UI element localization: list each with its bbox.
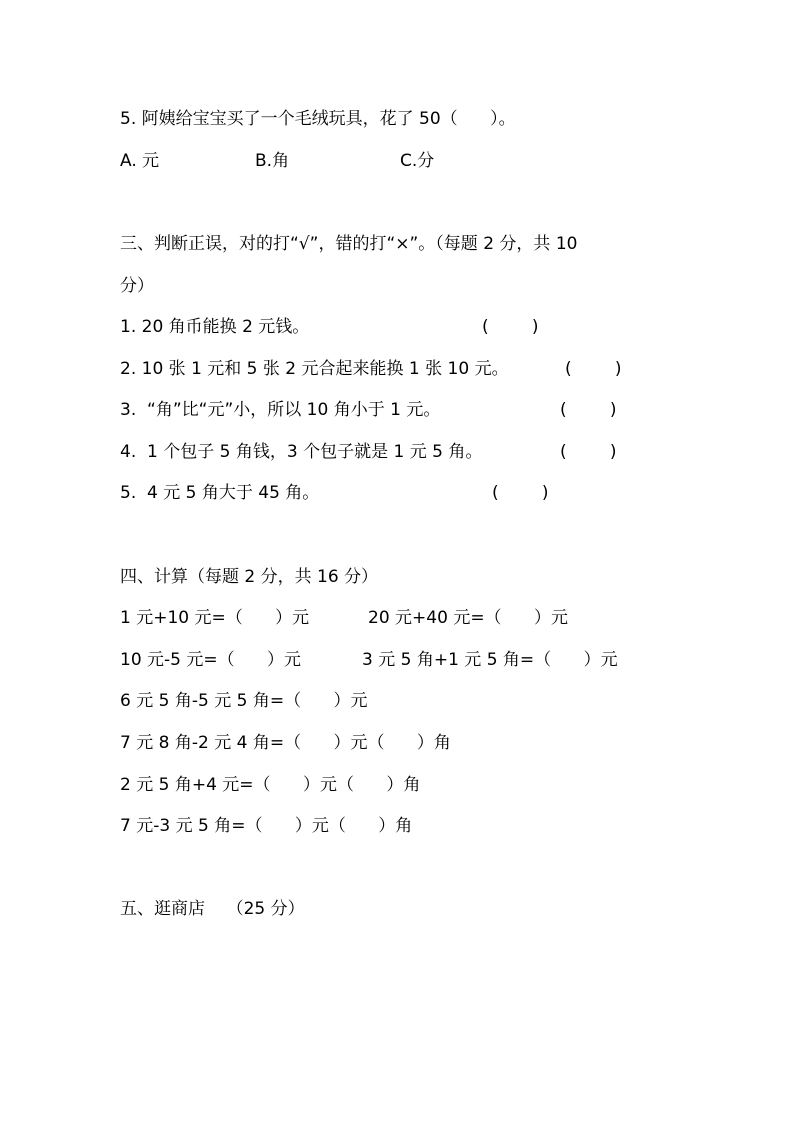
judgement-text-3: 3. “角”比“元”小，所以 10 角小于 1 元。 xyxy=(120,400,441,420)
judgement-blank-1: ( ) xyxy=(482,317,539,337)
option-a: A. 元 xyxy=(120,151,160,171)
judgement-blank-4: ( ) xyxy=(560,442,617,462)
calc-1-left: 1 元+10 元=（ ）元 xyxy=(120,608,310,628)
option-b: B.角 xyxy=(255,151,290,171)
calc-1-right: 20 元+40 元=（ ）元 xyxy=(368,608,568,628)
calc-row-3: 6 元 5 角-5 元 5 角=（ ）元 xyxy=(120,691,368,711)
section-five-heading: 五、逛商店 （25 分） xyxy=(120,899,305,919)
judgement-blank-3: ( ) xyxy=(560,400,617,420)
section-three-heading-line2: 分） xyxy=(120,276,154,296)
judgement-text-2: 2. 10 张 1 元和 5 张 2 元合起来能换 1 张 10 元。 xyxy=(120,359,509,379)
question-5-text: 5. 阿姨给宝宝买了一个毛绒玩具，花了 50（ ）。 xyxy=(120,109,516,129)
calc-2-left: 10 元-5 元=（ ）元 xyxy=(120,650,302,670)
judgement-blank-2: ( ) xyxy=(565,359,622,379)
option-c: C.分 xyxy=(400,151,435,171)
judgement-blank-5: ( ) xyxy=(492,483,549,503)
judgement-text-1: 1. 20 角币能换 2 元钱。 xyxy=(120,317,310,337)
section-four-heading: 四、计算（每题 2 分，共 16 分） xyxy=(120,567,379,587)
calc-row-5: 2 元 5 角+4 元=（ ）元（ ）角 xyxy=(120,775,421,795)
judgement-text-5: 5. 4 元 5 角大于 45 角。 xyxy=(120,483,320,503)
calc-row-6: 7 元-3 元 5 角=（ ）元（ ）角 xyxy=(120,816,413,836)
judgement-text-4: 4. 1 个包子 5 角钱，3 个包子就是 1 元 5 角。 xyxy=(120,442,483,462)
calc-2-right: 3 元 5 角+1 元 5 角=（ ）元 xyxy=(362,650,618,670)
calc-row-4: 7 元 8 角-2 元 4 角=（ ）元（ ）角 xyxy=(120,733,451,753)
section-three-heading-line1: 三、判断正误，对的打“√”，错的打“×”。（每题 2 分，共 10 xyxy=(120,234,578,254)
